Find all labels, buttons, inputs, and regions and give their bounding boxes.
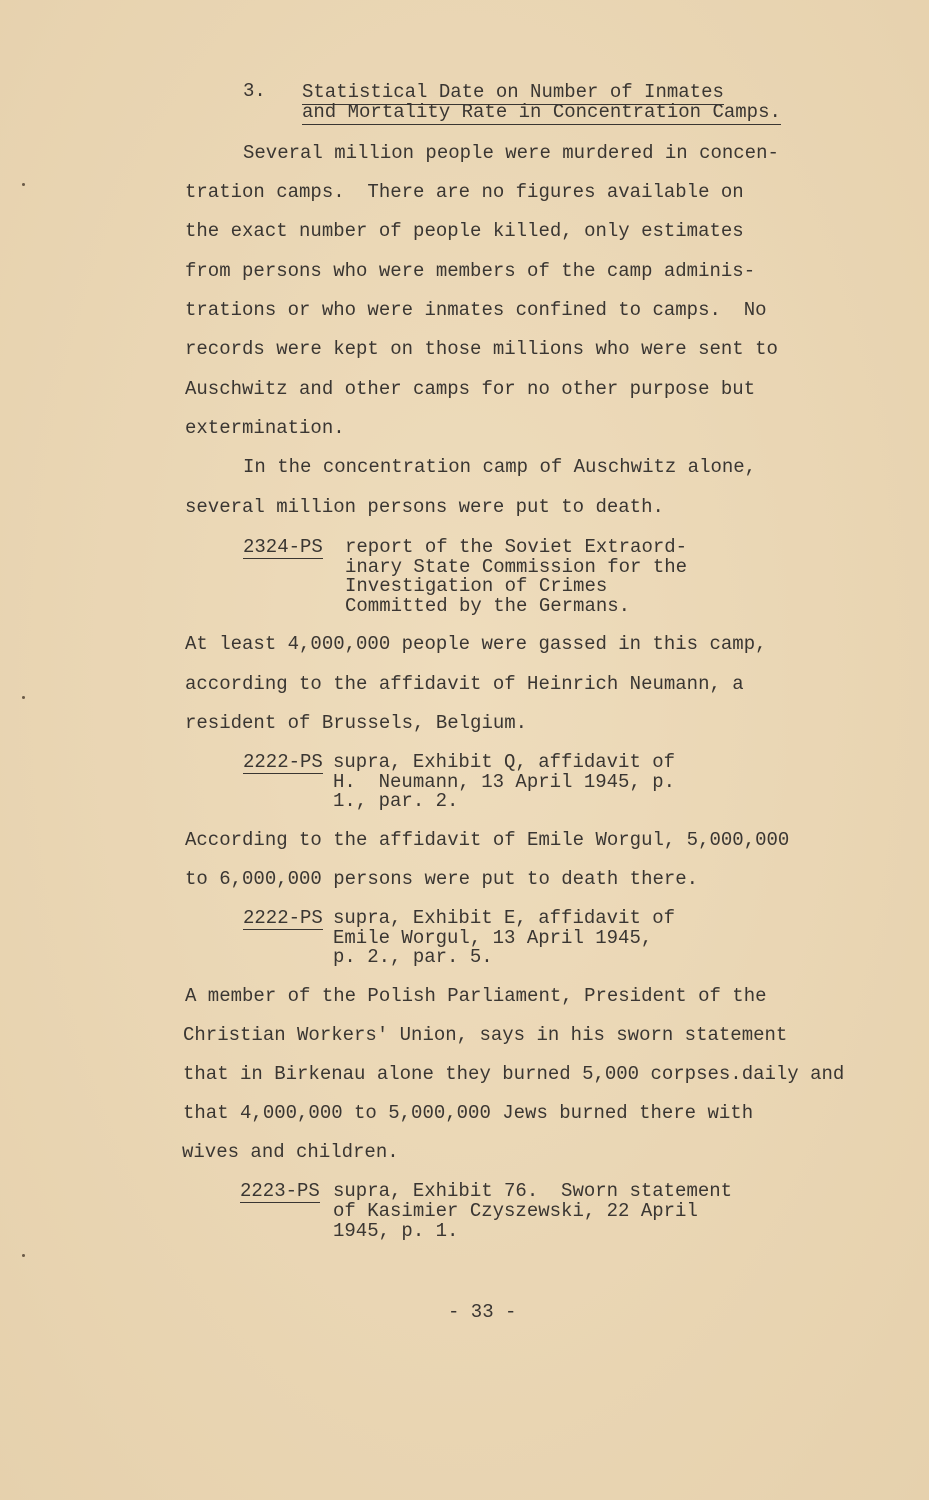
citation-line: supra, Exhibit E, affidavit of bbox=[333, 907, 676, 929]
citation-line: p. 2., par. 5. bbox=[333, 946, 493, 968]
paragraph-line: A member of the Polish Parliament, President of the bbox=[185, 985, 767, 1007]
paragraph-line: according to the affidavit of Heinrich Neumann, a bbox=[185, 673, 744, 695]
citation-line: supra, Exhibit Q, affidavit of bbox=[333, 751, 676, 773]
section-title-line2: and Mortality Rate in Concentration Camps. bbox=[302, 101, 781, 123]
citation-line: of Kasimier Czyszewski, 22 April bbox=[333, 1200, 698, 1222]
paragraph-line: Christian Workers' Union, says in his sworn statement bbox=[183, 1024, 788, 1046]
citation-line: supra, Exhibit 76. Sworn statement bbox=[333, 1180, 733, 1202]
paragraph-line: At least 4,000,000 people were gassed in this camp, bbox=[185, 633, 767, 655]
citation-ref: 2324-PS bbox=[243, 536, 323, 558]
paragraph-line: wives and children. bbox=[182, 1141, 399, 1163]
paragraph-line: resident of Brussels, Belgium. bbox=[185, 712, 528, 734]
paragraph-line: Auschwitz and other camps for no other purpose but bbox=[185, 378, 756, 400]
citation-ref: 2222-PS bbox=[243, 907, 323, 929]
citation-line: Committed by the Germans. bbox=[345, 595, 631, 617]
paragraph-line: trations or who were inmates confined to camps. No bbox=[185, 299, 767, 321]
citation-line: inary State Commission for the bbox=[345, 556, 688, 578]
paragraph-line: that 4,000,000 to 5,000,000 Jews burned there with bbox=[183, 1102, 754, 1124]
paragraph-line: According to the affidavit of Emile Worgul, 5,000,000 bbox=[185, 829, 790, 851]
paragraph-line: that in Birkenau alone they burned 5,000 corpses.daily and bbox=[183, 1063, 845, 1085]
paragraph-line: tration camps. There are no figures available on bbox=[185, 181, 744, 203]
citation-line: 1., par. 2. bbox=[333, 790, 459, 812]
margin-speck bbox=[22, 183, 25, 186]
paragraph-line: several million persons were put to death. bbox=[185, 496, 664, 518]
paragraph-line: extermination. bbox=[185, 417, 345, 439]
citation-line: Emile Worgul, 13 April 1945, bbox=[333, 927, 653, 949]
paragraph-line: from persons who were members of the camp adminis- bbox=[185, 260, 756, 282]
paragraph-line: Several million people were murdered in concen- bbox=[243, 142, 779, 164]
citation-line: 1945, p. 1. bbox=[333, 1220, 459, 1242]
citation-line: report of the Soviet Extraord- bbox=[345, 536, 688, 558]
section-number: 3. bbox=[243, 80, 266, 102]
margin-speck bbox=[22, 696, 25, 699]
paragraph-line: In the concentration camp of Auschwitz alone, bbox=[243, 456, 757, 478]
paragraph-line: to 6,000,000 persons were put to death there. bbox=[185, 868, 699, 890]
citation-line: H. Neumann, 13 April 1945, p. bbox=[333, 771, 676, 793]
citation-ref: 2222-PS bbox=[243, 751, 323, 773]
margin-speck bbox=[22, 1254, 25, 1257]
page-number: - 33 - bbox=[448, 1301, 517, 1323]
paragraph-line: the exact number of people killed, only estimates bbox=[185, 220, 744, 242]
section-title-line1: Statistical Date on Number of Inmates bbox=[302, 81, 724, 103]
paragraph-line: records were kept on those millions who were sent to bbox=[185, 338, 778, 360]
citation-line: Investigation of Crimes bbox=[345, 575, 608, 597]
citation-ref: 2223-PS bbox=[240, 1180, 320, 1202]
